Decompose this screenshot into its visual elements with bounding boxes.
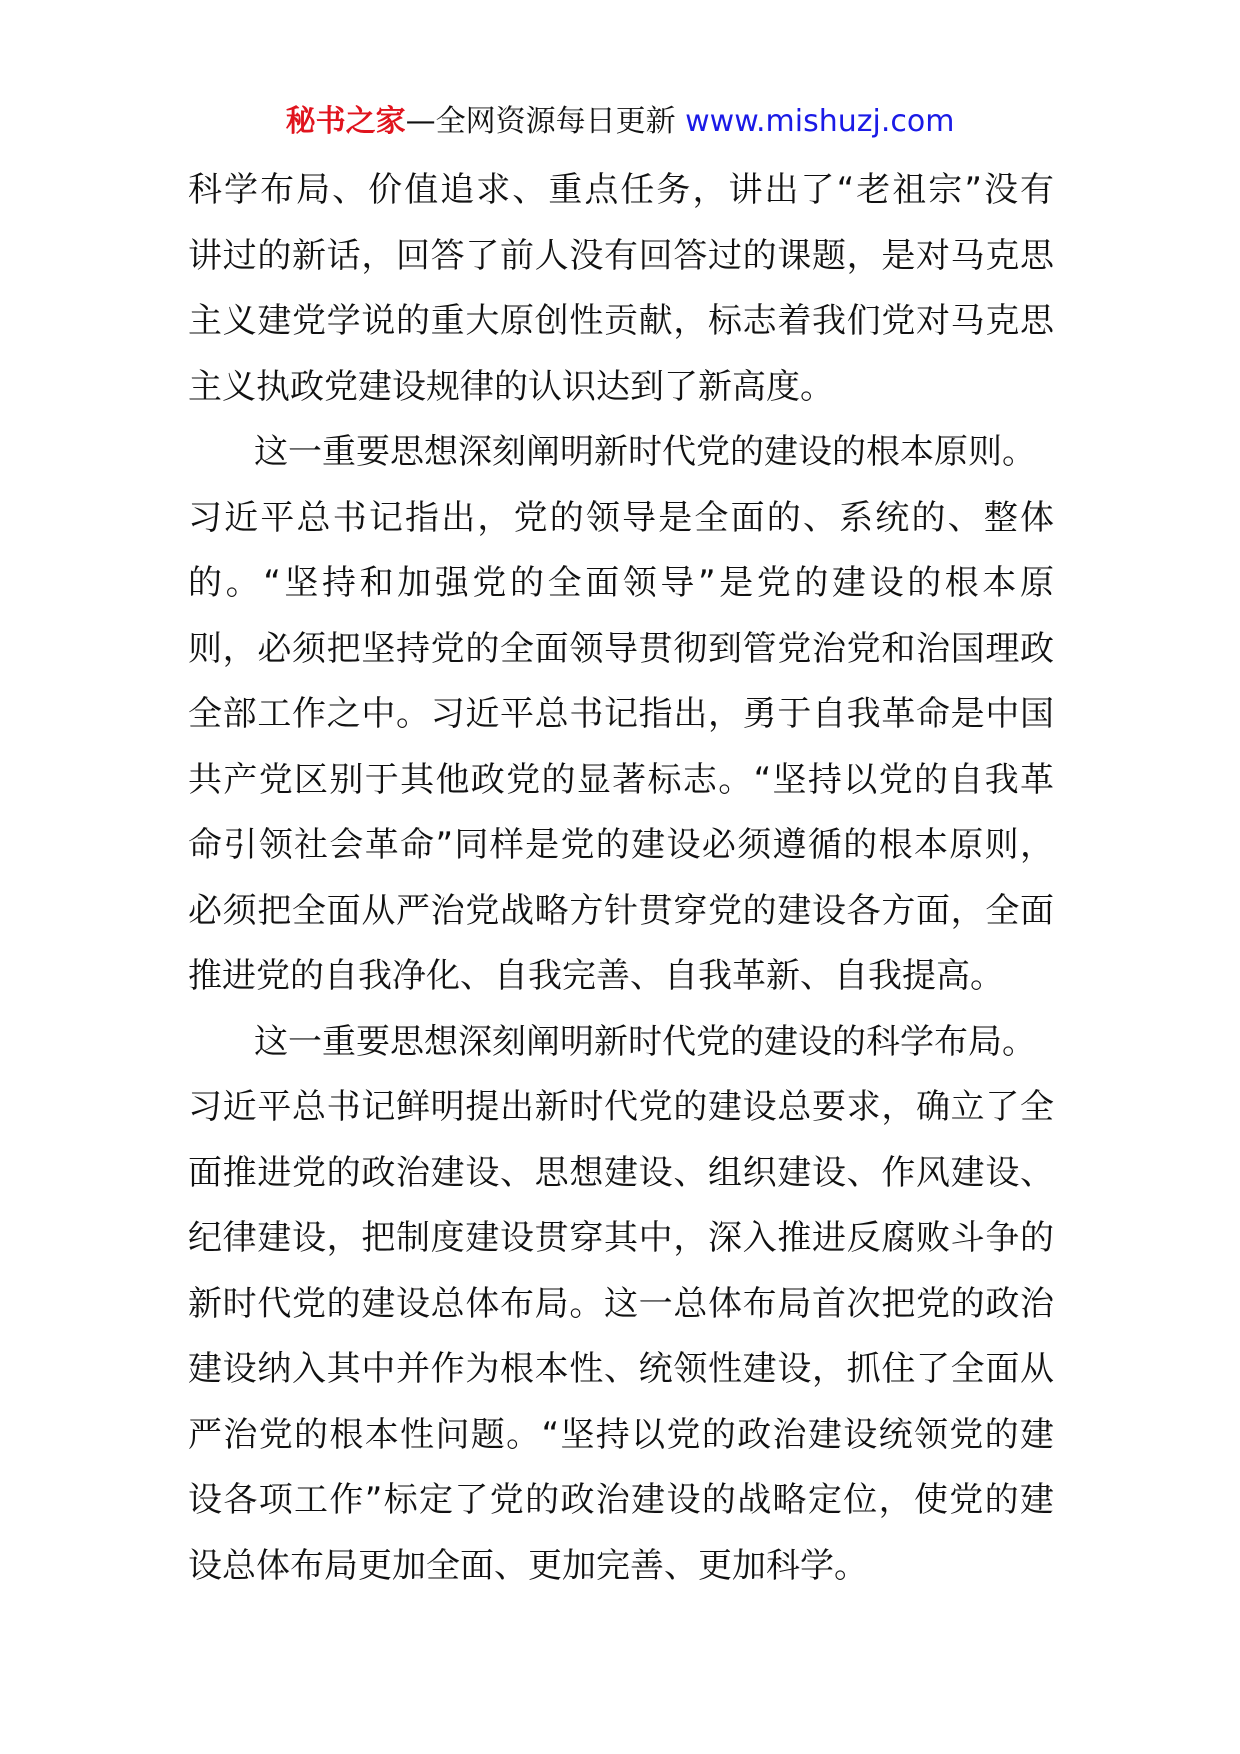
- text-line: 则，必须把坚持党的全面领导贯彻到管党治党和治国理政: [188, 628, 1054, 669]
- text-line: 建设纳入其中并作为根本性、统领性建设，抓住了全面从: [188, 1349, 1054, 1389]
- paragraph-first-line: 这一重要思想深刻阐明新时代党的建设的科学布局。: [254, 1021, 1036, 1062]
- text-line: 讲过的新话，回答了前人没有回答过的课题，是对马克思: [188, 235, 1054, 276]
- text-line: 推进党的自我净化、自我完善、自我革新、自我提高。: [188, 956, 1004, 996]
- text-line: 命引领社会革命”同样是党的建设必须遵循的根本原则，: [188, 825, 1054, 865]
- text-line: 主义执政党建设规律的认识达到了新高度。: [188, 366, 834, 407]
- text-line: 习近平总书记鲜明提出新时代党的建设总要求，确立了全: [188, 1087, 1054, 1127]
- text-line: 设各项工作”标定了党的政治建设的战略定位，使党的建: [188, 1480, 1054, 1520]
- text-line: 纪律建设，把制度建设贯穿其中，深入推进反腐败斗争的: [188, 1218, 1054, 1258]
- text-line: 科学布局、价值追求、重点任务，讲出了“老祖宗”没有: [188, 170, 1054, 210]
- text-line: 的。“坚持和加强党的全面领导”是党的建设的根本原: [188, 563, 1054, 603]
- page-header: [0, 102, 1240, 142]
- brand-name: 秘书之家: [285, 104, 406, 139]
- document-body: [188, 158, 1054, 1599]
- text-line: 设总体布局更加全面、更加完善、更加科学。: [188, 1545, 868, 1586]
- text-line: 主义建党学说的重大原创性贡献，标志着我们党对马克思: [188, 301, 1054, 341]
- website-link[interactable]: www.mishuzj.com: [685, 104, 955, 139]
- paragraph-first-line: 这一重要思想深刻阐明新时代党的建设的根本原则。: [254, 432, 1036, 472]
- text-line: 全部工作之中。习近平总书记指出，勇于自我革命是中国: [188, 694, 1054, 734]
- text-line: 共产党区别于其他政党的显著标志。“坚持以党的自我革: [188, 759, 1054, 800]
- text-line: 习近平总书记指出，党的领导是全面的、系统的、整体: [188, 497, 1054, 538]
- text-line: 新时代党的建设总体布局。这一总体布局首次把党的政治: [188, 1283, 1054, 1324]
- text-line: 必须把全面从严治党战略方针贯穿党的建设各方面，全面: [188, 890, 1054, 931]
- text-line: 面推进党的政治建设、思想建设、组织建设、作风建设、: [188, 1152, 1054, 1193]
- text-line: 严治党的根本性问题。“坚持以党的政治建设统领党的建: [188, 1414, 1054, 1455]
- header-tagline: —全网资源每日更新: [405, 104, 686, 139]
